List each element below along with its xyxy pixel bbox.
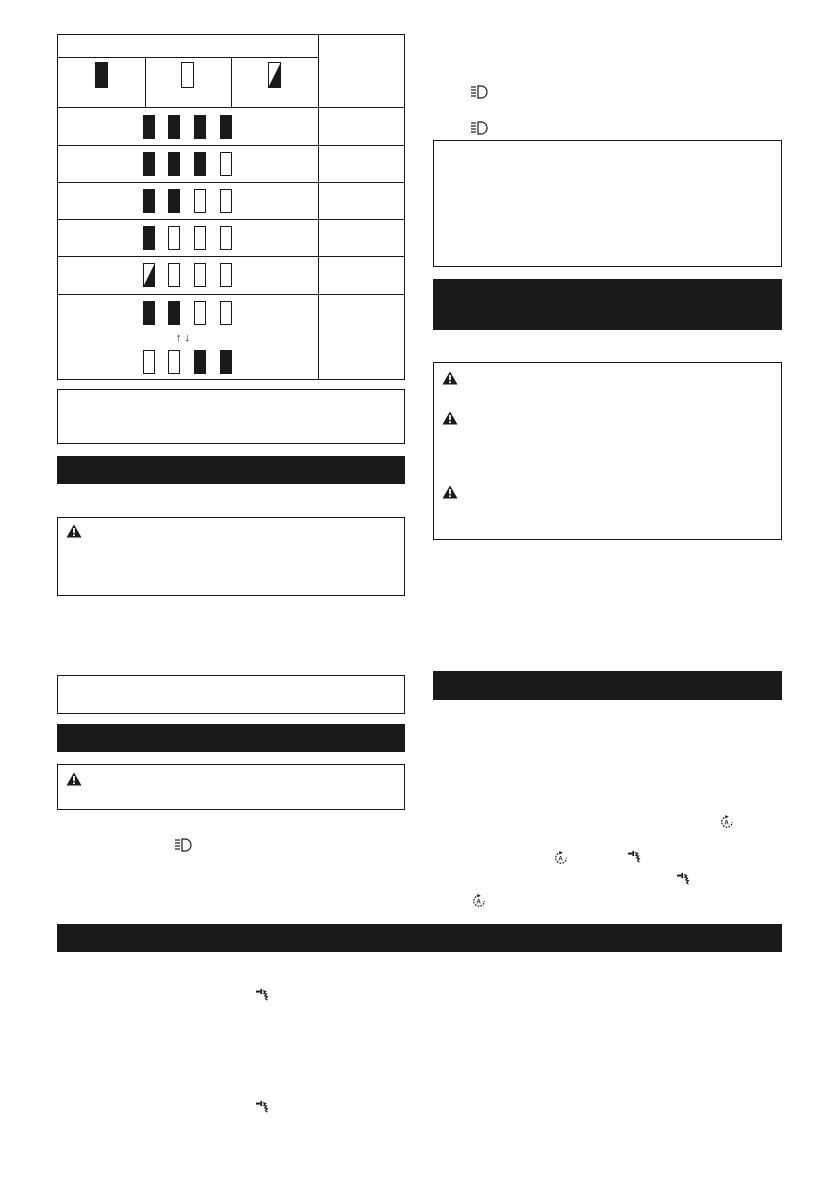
indicator-lamp <box>194 350 206 374</box>
indicator-lamp <box>168 115 180 139</box>
indicator-lamp <box>220 263 232 287</box>
table-divider <box>58 145 404 146</box>
drill-mode-icon <box>626 850 644 864</box>
warning-icon <box>442 411 458 425</box>
svg-text:A: A <box>558 855 563 863</box>
light-icon <box>470 121 488 135</box>
indicator-lamp <box>143 152 155 176</box>
indicator-lamp <box>168 189 180 213</box>
warning-icon <box>442 485 458 499</box>
svg-text:A: A <box>724 819 729 827</box>
table-divider <box>58 57 318 58</box>
warning-icon <box>442 371 458 385</box>
indicator-lamp <box>220 226 232 250</box>
legend-lamp-off <box>181 62 194 88</box>
table-divider <box>58 256 404 257</box>
indicator-lamp <box>143 189 155 213</box>
indicator-lamp <box>168 301 180 325</box>
light-icon <box>470 85 488 99</box>
light-icon <box>174 838 192 852</box>
warning-icon <box>66 772 82 786</box>
indicator-lamp-blinking <box>143 263 155 287</box>
section-header <box>57 924 782 952</box>
legend-lamp-lit <box>95 62 108 88</box>
indicator-lamp <box>168 350 180 374</box>
alternating-arrows: ↑ ↓ <box>176 332 191 344</box>
table-divider <box>58 294 404 295</box>
indicator-lamp <box>168 226 180 250</box>
caution-box <box>57 517 405 596</box>
drill-mode-icon <box>254 1100 272 1114</box>
indicator-lamp <box>168 263 180 287</box>
table-divider <box>58 182 404 183</box>
note-box <box>57 389 405 444</box>
battery-indicator-table <box>57 34 405 380</box>
auto-speed-mode-icon <box>552 851 570 865</box>
indicator-lamp <box>220 301 232 325</box>
indicator-lamp <box>220 152 232 176</box>
caution-box <box>57 764 405 810</box>
warning-icon <box>66 524 82 538</box>
table-divider <box>145 57 146 107</box>
indicator-lamp <box>194 263 206 287</box>
indicator-lamp <box>143 226 155 250</box>
indicator-lamp <box>143 301 155 325</box>
indicator-lamp <box>194 226 206 250</box>
table-divider <box>318 35 319 379</box>
table-divider <box>58 107 404 108</box>
note-box <box>57 675 405 714</box>
indicator-lamp <box>220 189 232 213</box>
svg-text:A: A <box>476 898 481 906</box>
indicator-lamp <box>220 350 232 374</box>
legend-lamp-blinking <box>268 62 281 88</box>
auto-speed-mode-icon <box>718 815 736 829</box>
section-header <box>433 279 782 330</box>
section-header <box>433 671 782 700</box>
table-divider <box>231 57 232 107</box>
caution-box <box>433 362 782 540</box>
indicator-lamp <box>168 152 180 176</box>
drill-mode-icon <box>675 872 693 886</box>
indicator-lamp <box>194 152 206 176</box>
note-box <box>433 140 782 267</box>
section-header <box>57 456 405 484</box>
drill-mode-icon <box>254 988 272 1002</box>
table-divider <box>58 219 404 220</box>
indicator-lamp <box>194 189 206 213</box>
indicator-lamp <box>220 115 232 139</box>
indicator-lamp <box>194 301 206 325</box>
indicator-lamp <box>143 350 155 374</box>
auto-speed-mode-icon <box>470 894 488 908</box>
indicator-lamp <box>194 115 206 139</box>
section-header <box>57 724 405 752</box>
indicator-lamp <box>143 115 155 139</box>
